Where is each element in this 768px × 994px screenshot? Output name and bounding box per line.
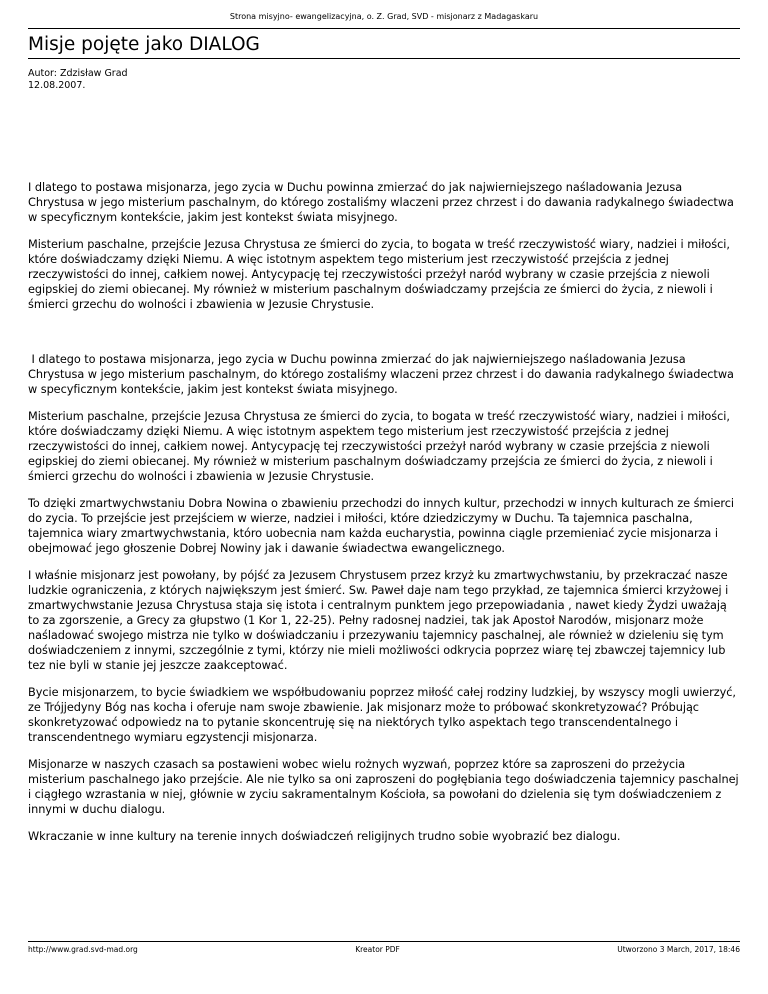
paragraph: I dlatego to postawa misjonarza, jego zycia w Duchu powinna zmierzać do jak najwierniejszego naśladowania Jezusa Chrystusa w jego misterium paschalnym, do którego zostaliśmy wlaczeni przez chrzest i do dawania radykalnego świadectwa w specyficznym kontekście, jakim jest kontekst świata misyjnego.: [28, 353, 738, 396]
footer-url: http://www.grad.svd-mad.org: [28, 945, 138, 954]
site-header: Strona misyjno- ewangelizacyjna, o. Z. Grad, SVD - misjonarz z Madagaskaru: [229, 12, 539, 21]
paragraph: Wkraczanie w inne kultury na terenie innych doświadczeń religijnych trudno sobie wyobrazić bez dialogu.: [28, 830, 621, 843]
paragraph: To dzięki zmartwychwstaniu Dobra Nowina o zbawieniu przechodzi do innych kultur, przechodzi w innych kulturach ze śmierci do zycia. To przejście jest przejściem w wierze, nadziei i miłości, które dziedziczymy w Duchu. Ta tajemnica paschalna, tajemnica wiary zmartwychwstania, któro uobecnia nam każda eucharystia, powinna ciągle przemieniać zycie misjonarza i obejmować jego głoszenie Dobrej Nowiny jak i dawanie świadectwa ewangelicznego.: [28, 497, 734, 555]
paragraph: Misterium paschalne, przejście Jezusa Chrystusa ze śmierci do zycia, to bogata w treść rzeczywistość wiary, nadziei i miłości, które doświadczamy dzięki Niemu. A więc istotnym aspektem tego misterium jest rzeczywistość przejścia z jednej rzeczywistości do innej, całkiem nowej. Antycypację tej rzeczywistości przeżył naród wybrany w czasie przejścia z niewoli egipskiej do ziemi obiecanej. My również w misterium paschalnym doświadczamy przejścia ze śmierci do życia, z niewoli i śmierci grzechu do wolności i zbawienia w Jezusie Chrystusie.: [28, 238, 730, 311]
paragraph: I dlatego to postawa misjonarza, jego zycia w Duchu powinna zmierzać do jak najwierniejszego naśladowania Jezusa Chrystusa w jego misterium paschalnym, do którego zostaliśmy wlaczeni przez chrzest i do dawania radykalnego świadectwa w specyficznym kontekście, jakim jest kontekst świata misyjnego.: [28, 181, 734, 224]
paragraph: I właśnie misjonarz jest powołany, by pójść za Jezusem Chrystusem przez krzyż ku zmartwychwstaniu, by przekraczać nasze ludzkie ograniczenia, z których największym jest śmierć. Sw. Paweł daje nam tego przykład, ze tajemnica śmierci krzyżowej i zmartwychwstanie Jezusa Chrystusa staja się istota i centralnym punktem jego przepowiadania , nawet kiedy Żydzi uważają to za zgorszenie, a Grecy za głupstwo (1 Kor 1, 22-25). Pełny radosnej nadziei, tak jak Apostoł Narodów, misjonarz może naśladować swojego mistrza nie tylko w doświadczaniu i przezywaniu tajemnicy paschalnej, ale również w dzieleniu się tym doświadczeniem z innymi, szczególnie z tymi, którzy nie mieli możliwości odkrycia poprzez wiarę tej zbawczej tajemnicy lub tez nie byli w stanie jej jeszcze zaakceptować.: [28, 569, 729, 672]
paragraph: Bycie misjonarzem, to bycie świadkiem we współbudowaniu poprzez miłość całej rodziny ludzkiej, by wszyscy mogli uwierzyć, ze Trójjedyny Bóg nas kocha i oferuje nam swoje zbawienie. Jak misjonarz może to próbować skonkretyzować? Próbując skonkretyzować odpowiedz na to pytanie skoncentruję się na niektórych tylko aspektach tego transcendentalnego i transcendentnego wymiaru egzystencji misjonarza.: [28, 686, 736, 744]
page-footer: [28, 945, 740, 954]
footer-creator: Kreator PDF: [355, 945, 400, 954]
paragraph: Misjonarze w naszych czasach sa postawieni wobec wielu rożnych wyzwań, poprzez które sa zaproszeni do przeżycia misterium paschalnego jako przejście. Ale nie tylko sa oni zaproszeni do pogłębiania tego doświadczenia tajemnicy paschalnej i ciągłego wzrastania w niej, głównie w zyciu sakramentalnym Kościoła, sa powołani do dzielenia się tym doświadczeniem z innymi w duchu dialogu.: [28, 758, 739, 816]
header-divider: [28, 28, 740, 29]
author-line: Autor: Zdzisław Grad: [28, 68, 128, 79]
footer-divider: [28, 941, 740, 942]
page-title: Misje pojęte jako DIALOG: [28, 34, 260, 55]
article-body: [28, 180, 740, 856]
paragraph: Misterium paschalne, przejście Jezusa Chrystusa ze śmierci do zycia, to bogata w treść rzeczywistość wiary, nadziei i miłości, które doświadczamy dzięki Niemu. A więc istotnym aspektem tego misterium jest rzeczywistość przejścia z jednej rzeczywistości do innej, całkiem nowej. Antycypację tej rzeczywistości przeżył naród wybrany w czasie przejścia z niewoli egipskiej do ziemi obiecanej. My również w misterium paschalnym doświadczamy przejścia ze śmierci do życia, z niewoli i śmierci grzechu do wolności i zbawienia w Jezusie Chrystusie.: [28, 410, 730, 483]
article-meta: [28, 68, 128, 92]
title-divider: [28, 58, 740, 59]
footer-created-date: Utworzono 3 March, 2017, 18:46: [617, 945, 740, 954]
publish-date: 12.08.2007.: [28, 80, 86, 91]
